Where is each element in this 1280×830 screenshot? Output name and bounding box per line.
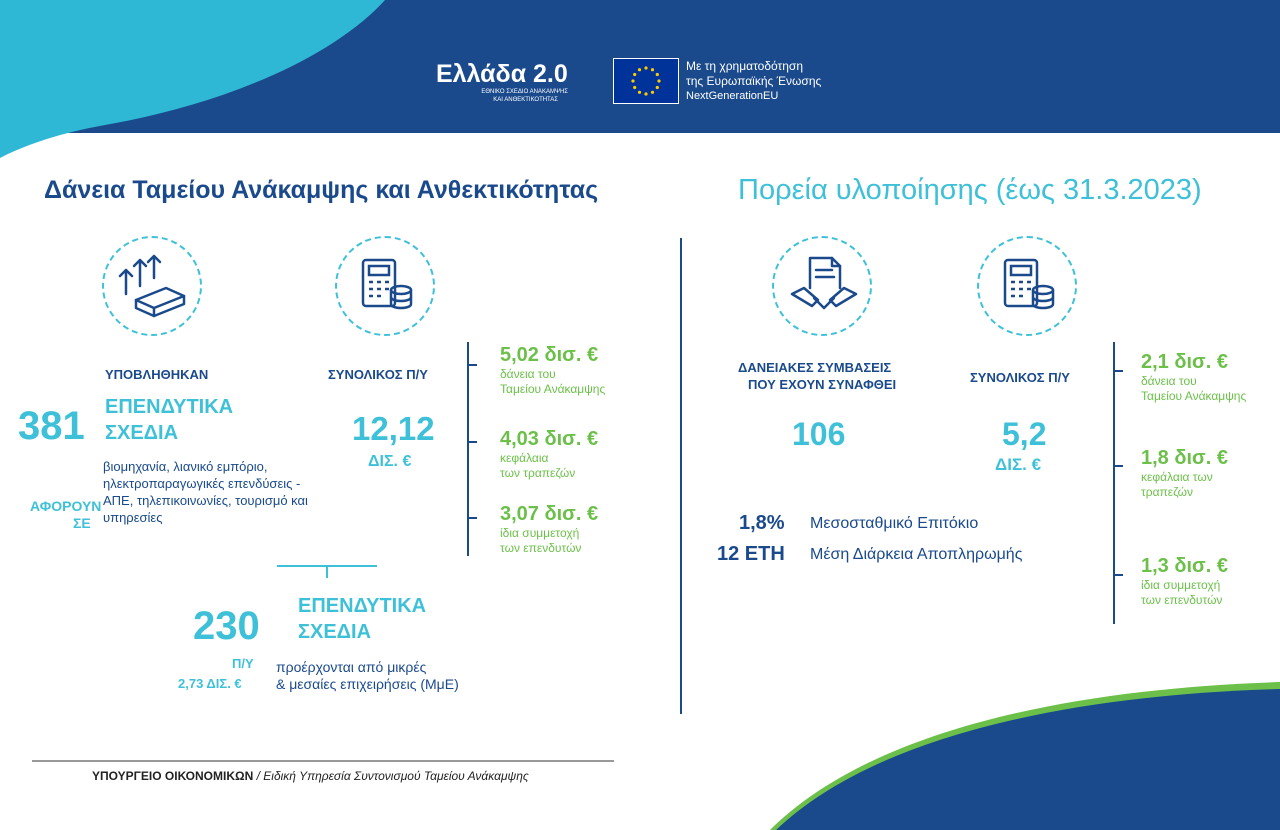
concern-label-2: ΣΕ: [73, 515, 91, 531]
sme-label-2: ΣΧΕΔΙΑ: [298, 621, 372, 643]
left-breakdown-item: [500, 344, 605, 397]
years-value: 12 ΕΤΗ: [717, 543, 785, 565]
footer-wave-decoration: [740, 680, 1280, 830]
breakdown-desc: ίδια συμμετοχή: [1141, 578, 1221, 592]
breakdown-desc: ίδια συμμετοχή: [500, 526, 580, 540]
calculator-icon-circle-right: [977, 236, 1077, 336]
logo-main-text: Ελλάδα 2.0: [436, 60, 568, 88]
breakdown-desc: των επενδυτών: [500, 541, 582, 555]
contracts-label-2: ΠΟΥ ΕΧΟΥΝ ΣΥΝΑΦΘΕΙ: [748, 377, 897, 392]
sme-label-1: ΕΠΕΝΔΥΤΙΚΑ: [298, 595, 427, 617]
sme-desc-2: & μεσαίες επιχειρήσεις (ΜμΕ): [276, 676, 459, 692]
contracts-count: 106: [792, 416, 846, 452]
concern-label-1: ΑΦΟΡΟΥΝ: [30, 498, 102, 514]
breakdown-value: 3,07 δισ. €: [500, 503, 599, 525]
sme-budget-label: Π/Υ: [232, 656, 254, 671]
left-breakdown-item: [500, 503, 598, 556]
rate-label: Μεσοσταθμικό Επιτόκιο: [810, 515, 979, 532]
breakdown-desc: Ταμείου Ανάκαμψης: [1141, 389, 1247, 403]
logo-subtitle-2: ΚΑΙ ΑΝΘΕΚΤΙΚΟΤΗΤΑΣ: [493, 97, 558, 103]
breakdown-desc: δάνεια του: [1141, 374, 1197, 388]
breakdown-desc: των τραπεζών: [500, 466, 576, 480]
eu-line-1: Με τη χρηματοδότηση: [686, 59, 803, 73]
investment-growth-icon: [114, 248, 194, 328]
calculator-coins-icon: [347, 248, 427, 328]
breakdown-desc: δάνεια του: [500, 367, 556, 381]
right-breakdown-tick: [1113, 465, 1123, 467]
rate-value: 1,8%: [739, 512, 785, 534]
left-total-unit: ΔΙΣ. €: [368, 453, 412, 470]
footer-rule: [32, 760, 614, 762]
eu-line-3: NextGenerationEU: [686, 90, 779, 102]
right-breakdown-item: [1141, 555, 1228, 608]
breakdown-value: 4,03 δισ. €: [500, 428, 599, 450]
eu-funding-text: [686, 59, 821, 104]
calculator-coins-icon: [989, 248, 1069, 328]
left-breakdown-tick: [467, 517, 477, 519]
right-breakdown-item: [1141, 351, 1246, 404]
right-total-unit: ΔΙΣ. €: [995, 455, 1042, 474]
right-breakdown-line: [1113, 342, 1115, 624]
plans-label-2: ΣΧΕΔΙΑ: [105, 422, 179, 444]
left-breakdown-tick: [467, 364, 477, 366]
page-title: Δάνεια Ταμείου Ανάκαμψης και Ανθεκτικότητας: [44, 176, 599, 204]
sectors-text: βιομηχανία, λιανικό εμπόριο, ηλεκτροπαραγωγικές επενδύσεις - ΑΠΕ, τηλεπικοινωνίες, τουρισμό και υπηρεσίες: [103, 459, 308, 525]
left-breakdown-item: [500, 428, 598, 481]
contracts-label-1: ΔΑΝΕΙΑΚΕΣ ΣΥΜΒΑΣΕΙΣ: [738, 360, 892, 375]
right-breakdown-tick: [1113, 574, 1123, 576]
breakdown-desc: κεφάλαια των: [1141, 470, 1213, 484]
breakdown-value: 2,1 δισ. €: [1141, 351, 1228, 373]
left-total-label: ΣΥΝΟΛΙΚΟΣ Π/Υ: [328, 367, 428, 382]
handshake-contract-icon: [784, 248, 864, 328]
greece-2-0-logo: [436, 60, 604, 110]
section-divider: [680, 238, 682, 714]
left-breakdown-tick: [467, 441, 477, 443]
page-subtitle: Πορεία υλοποίησης (έως 31.3.2023): [738, 174, 1202, 206]
right-total-value: 5,2: [1002, 416, 1047, 452]
right-breakdown-item: [1141, 447, 1228, 500]
right-total-label: ΣΥΝΟΛΙΚΟΣ Π/Υ: [970, 370, 1070, 385]
right-breakdown-tick: [1113, 370, 1123, 372]
left-breakdown-line: [467, 342, 469, 556]
connector-line-vertical: [326, 566, 328, 578]
submitted-label: ΥΠΟΒΛΗΘΗΚΑΝ: [105, 367, 209, 382]
footer-service: / Ειδική Υπηρεσία Συντονισμού Ταμείου Ανάκαμψης: [253, 769, 529, 783]
calculator-icon-circle-left: [335, 236, 435, 336]
breakdown-value: 5,02 δισ. €: [500, 344, 599, 366]
plans-count: 381: [18, 404, 85, 448]
logo-subtitle-1: ΕΘΝΙΚΟ ΣΧΕΔΙΟ ΑΝΑΚΑΜΨΗΣ: [481, 89, 568, 95]
sme-count: 230: [193, 604, 260, 648]
sme-budget-value: 2,73 ΔΙΣ. €: [178, 676, 242, 691]
investment-icon-circle: [102, 236, 202, 336]
sme-desc-1: προέρχονται από μικρές: [276, 659, 427, 675]
eu-line-2: της Ευρωπαϊκής Ένωσης: [686, 74, 822, 88]
breakdown-desc: των επενδυτών: [1141, 593, 1223, 607]
header-wave-decoration: [0, 0, 400, 160]
handshake-icon-circle: [772, 236, 872, 336]
footer-ministry: ΥΠΟΥΡΓΕΙΟ ΟΙΚΟΝΟΜΙΚΩΝ: [92, 769, 254, 783]
left-total-value: 12,12: [352, 410, 435, 447]
footer-credit: [92, 769, 529, 783]
years-label: Μέση Διάρκεια Αποπληρωμής: [810, 546, 1023, 563]
breakdown-value: 1,3 δισ. €: [1141, 555, 1228, 577]
breakdown-desc: τραπεζών: [1141, 485, 1193, 499]
plans-label-1: ΕΠΕΝΔΥΤΙΚΑ: [105, 396, 234, 418]
breakdown-desc: Ταμείου Ανάκαμψης: [500, 382, 606, 396]
breakdown-desc: κεφάλαια: [500, 451, 549, 465]
breakdown-value: 1,8 δισ. €: [1141, 447, 1228, 469]
eu-flag-icon: [613, 58, 679, 104]
